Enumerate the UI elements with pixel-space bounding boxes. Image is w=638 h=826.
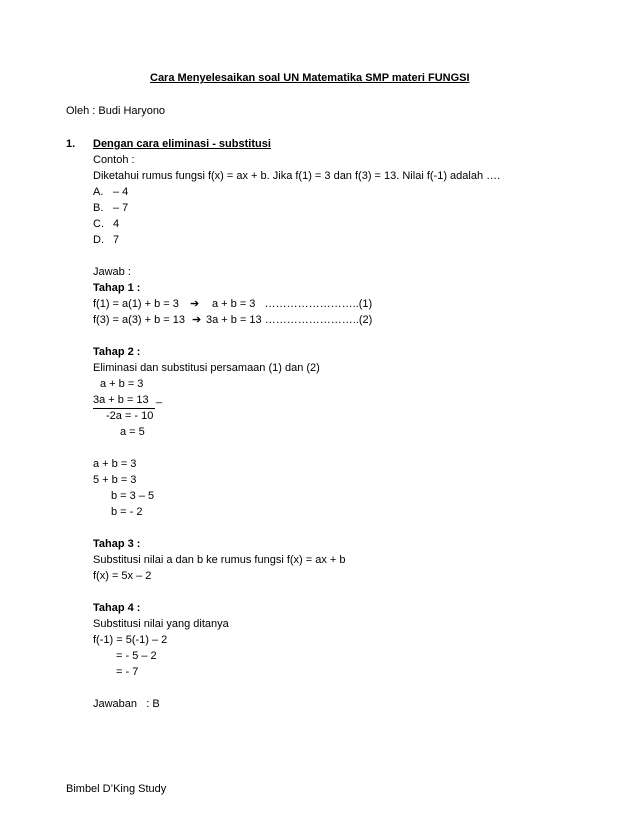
step2-substitution-1: a + b = 3 bbox=[93, 458, 137, 470]
step4-heading: Tahap 4 : bbox=[93, 602, 141, 614]
document-title: Cara Menyelesaikan soal UN Matematika SMP materi FUNGSI bbox=[150, 72, 470, 84]
author-line: Oleh : Budi Haryono bbox=[66, 105, 166, 117]
step3-description: Substitusi nilai a dan b ke rumus fungsi f(x) = ax + b bbox=[93, 554, 346, 566]
step1-line1-right: a + b = 3 ……………………..(1) bbox=[212, 298, 373, 310]
step1-line2-left: f(3) = a(3) + b = 13 bbox=[93, 314, 186, 326]
step4-line-3: = - 7 bbox=[116, 666, 139, 678]
step2-equation-1: a + b = 3 bbox=[100, 378, 144, 390]
step2-result-1: -2a = - 10 bbox=[106, 410, 154, 422]
step3-heading: Tahap 3 : bbox=[93, 538, 141, 550]
option-letter: C. bbox=[93, 218, 104, 230]
section-number: 1. bbox=[66, 138, 76, 150]
step2-substitution-2: 5 + b = 3 bbox=[93, 474, 137, 486]
step3-result: f(x) = 5x – 2 bbox=[93, 570, 152, 582]
example-label: Contoh : bbox=[93, 154, 135, 166]
option-value: – 4 bbox=[113, 186, 129, 198]
option-value: – 7 bbox=[113, 202, 129, 214]
step2-result-2: a = 5 bbox=[120, 426, 145, 438]
arrow-right-icon: ➔ bbox=[192, 314, 202, 326]
step2-substitution-3: b = 3 – 5 bbox=[111, 490, 155, 502]
step2-substitution-4: b = - 2 bbox=[111, 506, 143, 518]
minus-sign: _ bbox=[156, 392, 163, 404]
page-footer: Bimbel D’King Study bbox=[66, 783, 167, 795]
section-heading: Dengan cara eliminasi - substitusi bbox=[93, 138, 271, 150]
option-letter: B. bbox=[93, 202, 104, 214]
step4-description: Substitusi nilai yang ditanya bbox=[93, 618, 229, 630]
option-value: 4 bbox=[113, 218, 120, 230]
option-letter: D. bbox=[93, 234, 104, 246]
step4-line-2: = - 5 – 2 bbox=[116, 650, 157, 662]
question-text: Diketahui rumus fungsi f(x) = ax + b. Jika f(1) = 3 dan f(3) = 13. Nilai f(-1) adalah …. bbox=[93, 170, 501, 182]
step1-line2-right: 3a + b = 13 ……………………..(2) bbox=[206, 314, 373, 326]
subtraction-line bbox=[93, 408, 155, 409]
step2-description: Eliminasi dan substitusi persamaan (1) dan (2) bbox=[93, 362, 320, 374]
final-answer: Jawaban : B bbox=[93, 698, 160, 710]
step4-line-1: f(-1) = 5(-1) – 2 bbox=[93, 634, 168, 646]
option-letter: A. bbox=[93, 186, 104, 198]
arrow-right-icon: ➔ bbox=[190, 298, 200, 310]
step1-heading: Tahap 1 : bbox=[93, 282, 141, 294]
option-value: 7 bbox=[113, 234, 120, 246]
answer-label: Jawab : bbox=[93, 266, 131, 278]
step1-line1-left: f(1) = a(1) + b = 3 bbox=[93, 298, 179, 310]
step2-heading: Tahap 2 : bbox=[93, 346, 141, 358]
step2-equation-2: 3a + b = 13 bbox=[93, 394, 149, 406]
